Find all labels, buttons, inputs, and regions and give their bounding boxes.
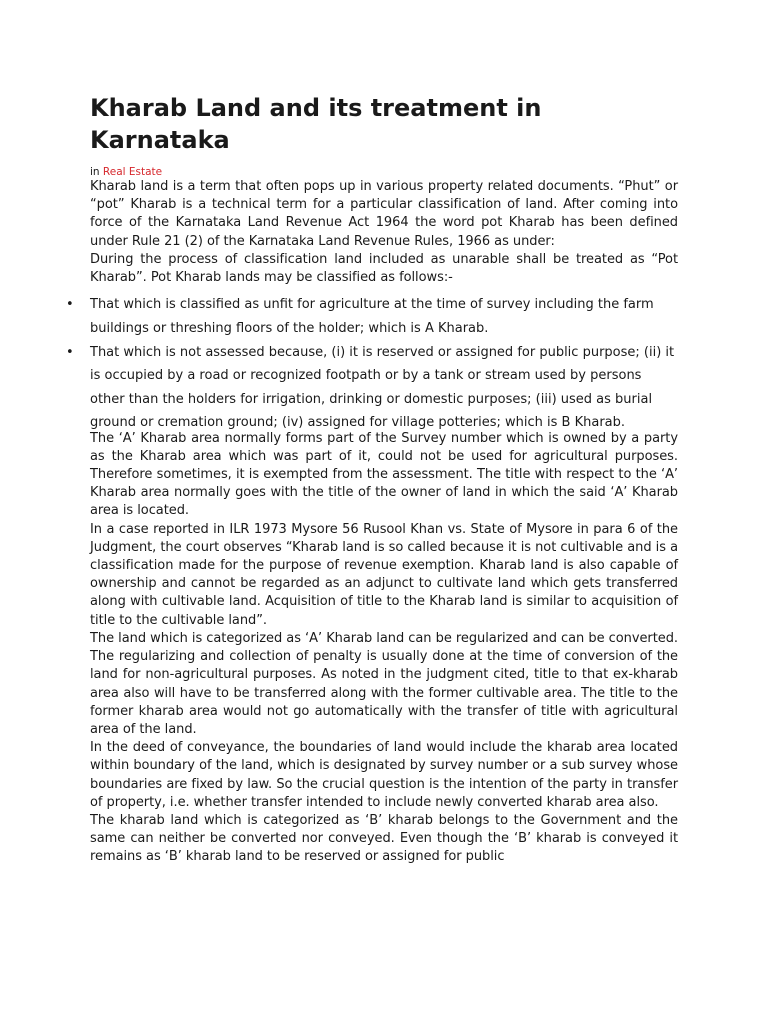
paragraph-2: During the process of classification land included as unarable shall be treated as “Pot Kharab”. Pot Kharab lands may be classified as follows:- (90, 251, 678, 286)
kharab-classification-list (66, 293, 678, 434)
paragraph-7: The kharab land which is categorized as ‘B’ kharab belongs to the Government and the same can neither be converted nor conveyed. Even though the ‘B’ kharab is conveyed it remains as ‘B’ kharab land to be reserved or assigned for public (90, 812, 678, 865)
article-meta (90, 166, 678, 178)
bullet-icon: • (66, 345, 74, 361)
list-item (66, 293, 678, 340)
bullet-icon: • (66, 297, 74, 313)
list-item-text: That which is not assessed because, (i) it is reserved or assigned for public purpose; (ii) it is occupied by a road or recognized footpath or by a tank or stream used by persons other than the holders for irrigation, drinking or domestic purposes; (iii) used as burial ground or cremation ground; (iv) assigned for village potteries; which is B Kharab. (90, 345, 675, 431)
paragraph-6: In the deed of conveyance, the boundaries of land would include the kharab area located within boundary of the land, which is designated by survey number or a sub survey whose boundaries are fixed by law. So the crucial question is the intention of the party in transfer of property, i.e. whether transfer intended to include newly converted kharab area also. (90, 740, 678, 810)
meta-prefix: in (90, 166, 100, 178)
paragraph-4: In a case reported in ILR 1973 Mysore 56 Rusool Khan vs. State of Mysore in para 6 of the Judgment, the court observes “Kharab land is so called because it is not cultivable and is a classification made for the purpose of revenue exemption. Kharab land is also capable of ownership and cannot be regarded as an adjunct to cultivate land which gets transferred along with cultivable land. Acquisition of title to the Kharab land is similar to acquisition of title to the cultivable land”. (90, 521, 678, 628)
article (66, 92, 678, 867)
list-item-text: That which is classified as unfit for agriculture at the time of survey including the farm buildings or threshing floors of the holder; which is A Kharab. (90, 297, 654, 336)
category-link[interactable]: Real Estate (102, 166, 163, 178)
paragraph-1: Kharab land is a term that often pops up in various property related documents. “Phut” or “pot” Kharab is a technical term for a particular classification of land. After coming into force of the Karnataka Land Revenue Act 1964 the word pot Kharab has been defined under Rule 21 (2) of the Karnataka Land Revenue Rules, 1966 as under: (90, 179, 678, 249)
article-body (66, 178, 678, 867)
paragraph-3: The ‘A’ Kharab area normally forms part of the Survey number which is owned by a party as the Kharab area which was part of it, could not be used for agricultural purposes. Therefore sometimes, it is exempted from the assessment. The title with respect to the ‘A’ Kharab area normally goes with the title of the owner of land in which the said ‘A’ Kharab area is located. (90, 430, 678, 519)
list-item (66, 341, 678, 435)
paragraph-5: The land which is categorized as ‘A’ Kharab land can be regularized and can be converted. The regularizing and collection of penalty is usually done at the time of conversion of the land for non-agricultural purposes. As noted in the judgment cited, title to that ex-kharab area also will have to be transferred along with the former cultivable area. The title to the former kharab area would not go automatically with the transfer of title with agricultural area of the land. (90, 630, 678, 737)
article-title: Kharab Land and its treatment in Karnataka (90, 94, 542, 154)
